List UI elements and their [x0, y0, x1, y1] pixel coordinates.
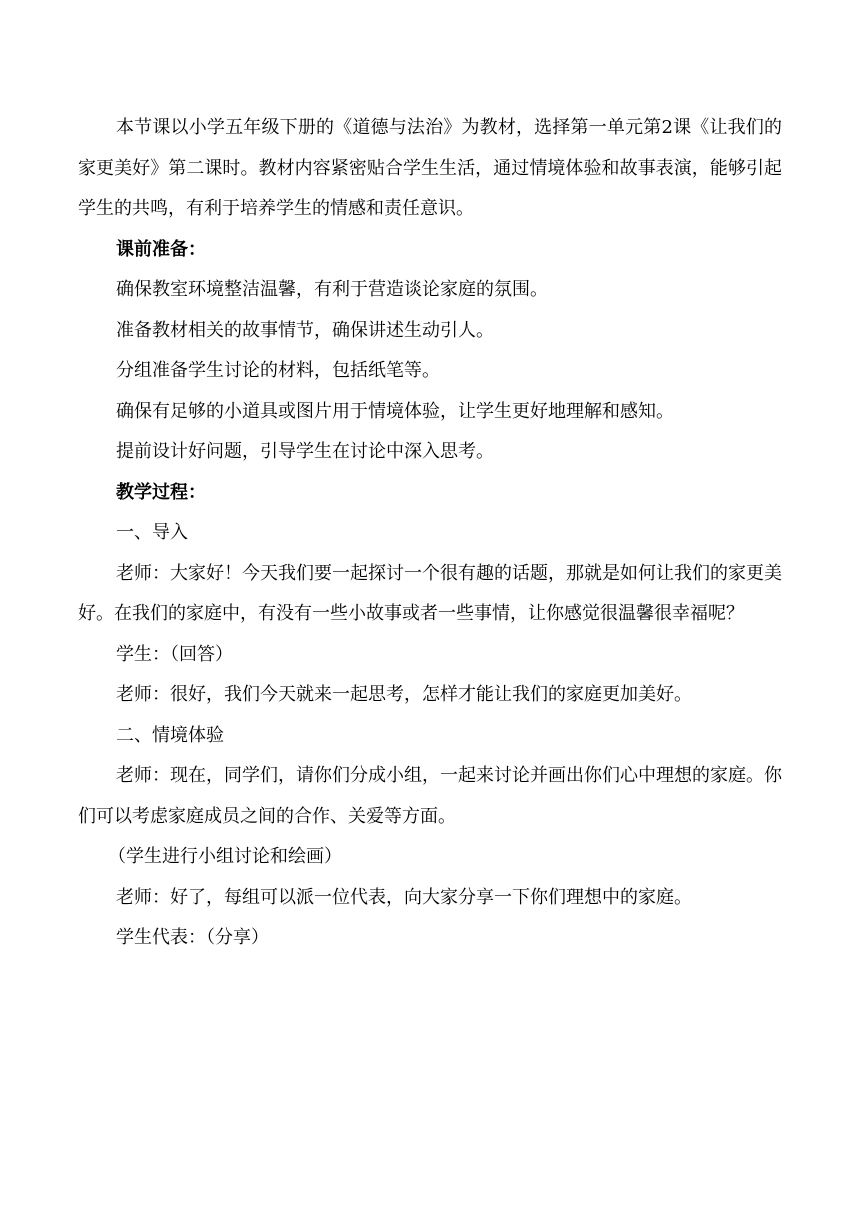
section-scenario-heading: 二、情境体验: [116, 724, 224, 746]
teacher-dialogue-4: 老师：好了，每组可以派一位代表，向大家分享一下你们理想中的家庭。: [116, 886, 692, 908]
teacher-dialogue-1: 老师：大家好！今天我们要一起探讨一个很有趣的话题，那就是如何让我们的家更美好。在我们的家庭中，有没有一些小故事或者一些事情，让你感觉很温馨很幸福呢？: [78, 562, 782, 624]
group-activity-note: （学生进行小组讨论和绘画）: [108, 846, 342, 867]
preparation-item-questions: 提前设计好问题，引导学生在讨论中深入思考。: [116, 441, 494, 462]
section-introduction-heading: 一、导入: [116, 522, 188, 543]
intro-paragraph: 本节课以小学五年级下册的《道德与法治》为教材，选择第一单元第2课《让我们的家更美好》第二课时。教材内容紧密贴合学生生活，通过情境体验和故事表演，能够引起学生的共鸣，有利于培养学生的情感和责任意识。: [78, 117, 782, 219]
preparation-heading: 课前准备：: [116, 238, 206, 260]
document-body: [78, 108, 782, 959]
teacher-dialogue-2: 老师：很好，我们今天就来一起思考，怎样才能让我们的家庭更加美好。: [116, 684, 692, 705]
student-response-1: 学生：（回答）: [116, 643, 233, 665]
student-representative-share: 学生代表：（分享）: [116, 927, 269, 948]
teaching-process-heading: 教学过程：: [116, 481, 206, 503]
preparation-item-story: 准备教材相关的故事情节，确保讲述生动引人。: [116, 319, 494, 341]
teacher-dialogue-3: 老师：现在，同学们，请你们分成小组，一起来讨论并画出你们心中理想的家庭。你们可以考虑家庭成员之间的合作、关爱等方面。: [78, 765, 782, 827]
preparation-item-materials: 分组准备学生讨论的材料，包括纸笔等。: [116, 360, 440, 381]
preparation-item-props: 确保有足够的小道具或图片用于情境体验，让学生更好地理解和感知。: [116, 400, 674, 422]
preparation-item-classroom: 确保教室环境整洁温馨，有利于营造谈论家庭的氛围。: [116, 279, 548, 300]
